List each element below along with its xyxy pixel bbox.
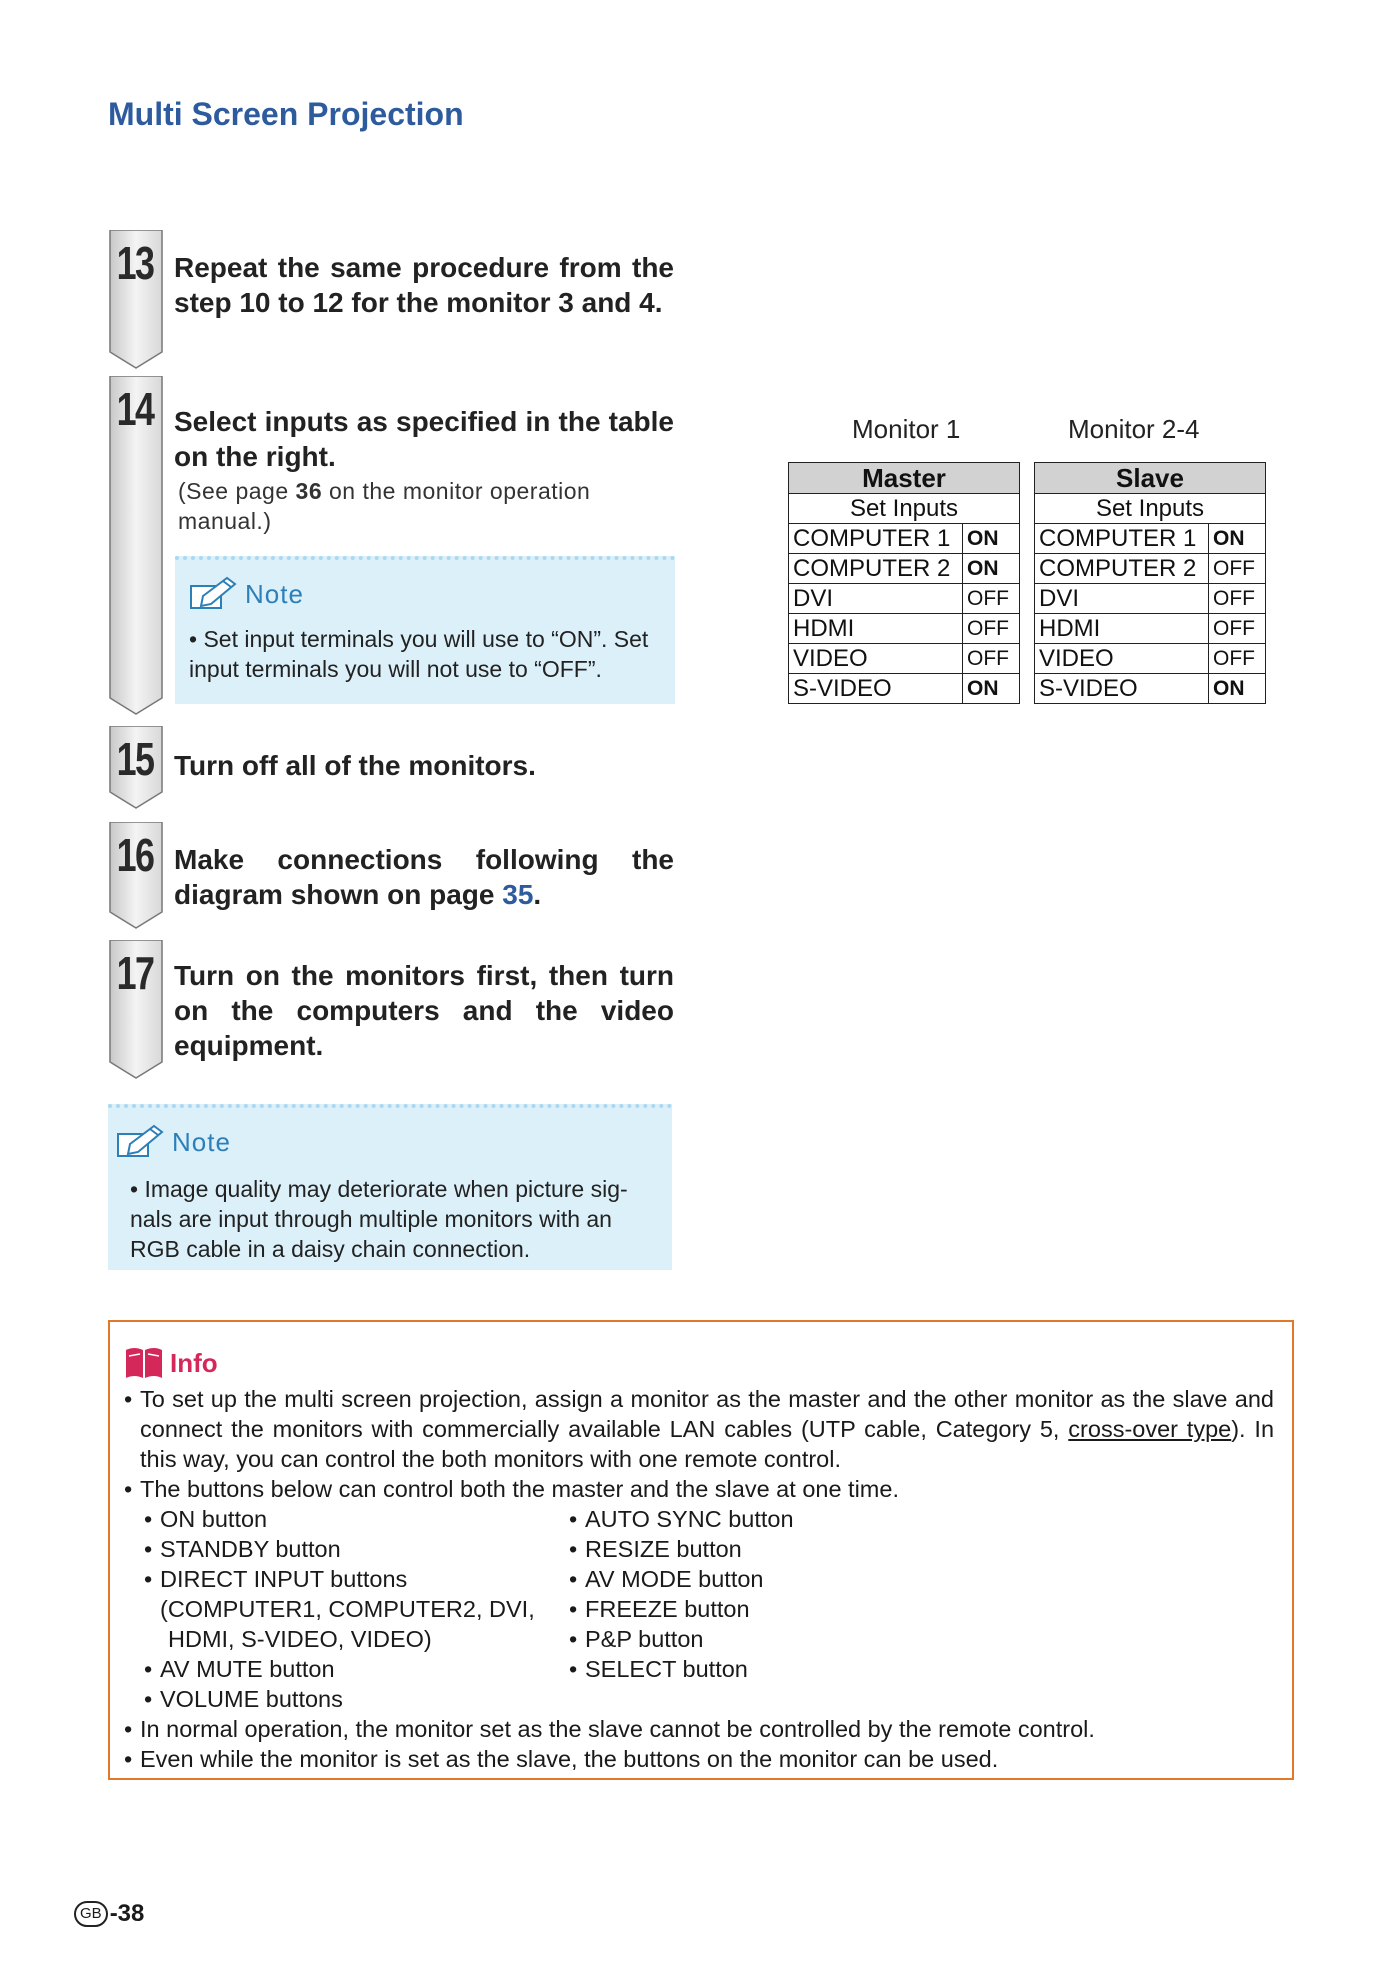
monitor-1-label: Monitor 1: [852, 414, 961, 444]
input-name: COMPUTER 1: [1035, 524, 1209, 554]
note-box: [175, 556, 675, 704]
note-text: • Image quality may deteriorate when picture sig-nals are input through multiple monitors with an RGB cable in a daisy chain connection.: [130, 1176, 628, 1262]
crossover-link[interactable]: cross-over type: [1068, 1416, 1232, 1442]
input-name: DVI: [1035, 584, 1209, 614]
list-item: • AV MODE button: [549, 1564, 974, 1594]
list-item: • DIRECT INPUT buttons: [124, 1564, 549, 1594]
table-row: [1035, 674, 1266, 704]
step-number: 16: [116, 829, 154, 881]
table-row: [789, 674, 1020, 704]
step-number: 14: [116, 383, 154, 435]
step-subtext: (See page 36 on the monitor operation manual.): [178, 478, 591, 534]
button-column-left: [124, 1504, 549, 1714]
input-value: OFF: [963, 644, 1020, 674]
info-content: [124, 1384, 1274, 1774]
input-name: DVI: [789, 584, 963, 614]
list-item: • FREEZE button: [549, 1594, 974, 1624]
input-value: OFF: [1209, 644, 1266, 674]
step-tab: [108, 726, 162, 810]
info-header: [124, 1346, 218, 1380]
info-paragraph: • To set up the multi screen projection, assign a monitor as the master and the other monitor as the slave and connect the monitors with commercially available LAN cables (UTP cable, Category 5, cross-over type). In this way, you can control the both monitors with one remote control.: [124, 1384, 1274, 1474]
list-item: • ON button: [124, 1504, 549, 1534]
step-tab: [108, 376, 162, 716]
input-value: ON: [963, 524, 1020, 554]
table-row: [1035, 554, 1266, 584]
button-column-right: [549, 1504, 974, 1714]
input-value: OFF: [963, 584, 1020, 614]
list-item-continuation: HDMI, S-VIDEO, VIDEO): [168, 1626, 432, 1652]
info-paragraph: • The buttons below can control both the master and the slave at one time.: [124, 1474, 1274, 1504]
page-title: Multi Screen Projection: [108, 96, 464, 132]
input-value: ON: [1209, 524, 1266, 554]
input-value: ON: [963, 674, 1020, 704]
list-item: • RESIZE button: [549, 1534, 974, 1564]
page-link[interactable]: 35: [502, 879, 534, 910]
input-name: COMPUTER 2: [1035, 554, 1209, 584]
slave-input-table: [1034, 462, 1266, 704]
info-paragraph: • In normal operation, the monitor set as the slave cannot be controlled by the remote control.: [124, 1714, 1274, 1744]
input-value: OFF: [1209, 584, 1266, 614]
input-name: COMPUTER 2: [789, 554, 963, 584]
note-label: Note: [172, 1126, 231, 1157]
input-value: ON: [1209, 674, 1266, 704]
input-name: COMPUTER 1: [789, 524, 963, 554]
table-row: [789, 584, 1020, 614]
table-row: [1035, 524, 1266, 554]
list-item: • AV MUTE button: [124, 1654, 549, 1684]
input-name: VIDEO: [1035, 644, 1209, 674]
note-header: [116, 1122, 231, 1162]
step-text: Turn off all of the monitors.: [174, 750, 536, 781]
pencil-note-icon: [189, 574, 241, 614]
list-item: • STANDBY button: [124, 1534, 549, 1564]
table-row: [789, 614, 1020, 644]
table-row: [789, 524, 1020, 554]
pencil-note-icon: [116, 1122, 168, 1162]
info-label: Info: [170, 1347, 218, 1378]
info-box: [108, 1320, 1294, 1780]
step-text: Repeat the same procedure from the step 10 to 12 for the monitor 3 and 4.: [174, 252, 674, 318]
input-value: ON: [963, 554, 1020, 584]
info-paragraph: • Even while the monitor is set as the slave, the buttons on the monitor can be used.: [124, 1744, 1274, 1774]
input-name: S-VIDEO: [789, 674, 963, 704]
list-item: • AUTO SYNC button: [549, 1504, 974, 1534]
input-name: VIDEO: [789, 644, 963, 674]
note-label: Note: [245, 578, 304, 609]
monitor-2-label: Monitor 2-4: [1068, 414, 1200, 444]
input-value: OFF: [1209, 554, 1266, 584]
table-header: Slave: [1035, 463, 1266, 494]
step-number: 15: [116, 733, 154, 785]
table-subheader: Set Inputs: [1035, 494, 1266, 524]
note-header: [189, 574, 304, 614]
input-name: HDMI: [1035, 614, 1209, 644]
step-number: 13: [116, 237, 154, 289]
book-info-icon: [124, 1346, 164, 1380]
list-item: • P&P button: [549, 1624, 974, 1654]
bottom-note-box: [108, 1104, 672, 1270]
step-text: Select inputs as specified in the table on the right.: [174, 406, 674, 472]
step-tab: [108, 230, 162, 370]
table-row: [1035, 644, 1266, 674]
input-name: S-VIDEO: [1035, 674, 1209, 704]
list-item: • VOLUME buttons: [124, 1684, 549, 1714]
master-input-table: [788, 462, 1020, 704]
step-tab: [108, 822, 162, 930]
input-name: HDMI: [789, 614, 963, 644]
step-tab: [108, 940, 162, 1080]
table-row: [1035, 584, 1266, 614]
table-row: [1035, 614, 1266, 644]
table-subheader: Set Inputs: [789, 494, 1020, 524]
table-header: Master: [789, 463, 1020, 494]
list-item: • SELECT button: [549, 1654, 974, 1684]
input-value: OFF: [963, 614, 1020, 644]
step-number: 17: [116, 947, 154, 999]
table-row: [789, 554, 1020, 584]
note-text: • Set input terminals you will use to “ON”. Set input terminals you will not use to “OFF”.: [189, 626, 649, 682]
button-list: [124, 1504, 1274, 1714]
step-text: Turn on the monitors first, then turn on the computers and the video equipment.: [174, 960, 674, 1061]
step-text: Make connections following the diagram shown on page 35.: [174, 844, 674, 910]
region-badge: GB: [74, 1901, 108, 1927]
table-row: [789, 644, 1020, 674]
input-value: OFF: [1209, 614, 1266, 644]
page-number: GB -38: [74, 1900, 144, 1928]
list-item-continuation: (COMPUTER1, COMPUTER2, DVI,: [160, 1596, 535, 1622]
